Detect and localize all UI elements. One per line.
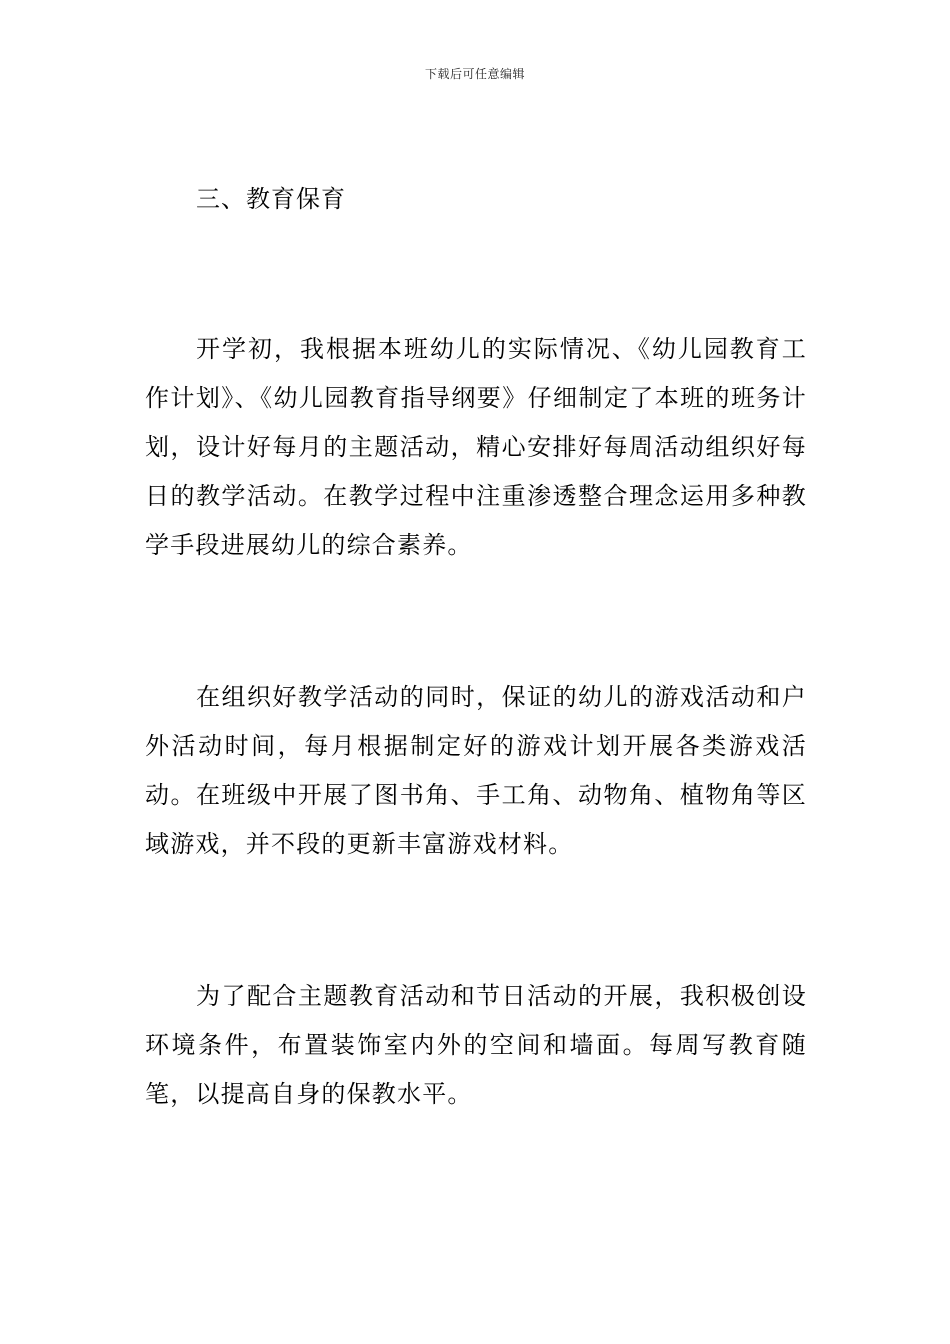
paragraph-games: 在组织好教学活动的同时，保证的幼儿的游戏活动和户外活动时间，每月根据制定好的游戏计划开展各类游戏活动。在班级中开展了图书角、手工角、动物角、植物角等区域游戏，并不段的更新丰富游戏材料。 [145,683,807,858]
page-header-note: 下载后可任意编辑 [424,67,525,81]
paragraph-planning: 开学初，我根据本班幼儿的实际情况、《幼儿园教育工作计划》、《幼儿园教育指导纲要》仔细制定了本班的班务计划，设计好每月的主题活动，精心安排好每周活动组织好每日的教学活动。在教学过程中注重渗透整合理念运用多种教学手段进展幼儿的综合素养。 [145,335,807,559]
section-title: 三、教育保育 [196,185,346,213]
paragraph-environment: 为了配合主题教育活动和节日活动的开展，我积极创设环境条件，布置装饰室内外的空间和墙面。每周写教育随笔，以提高自身的保教水平。 [145,982,807,1108]
